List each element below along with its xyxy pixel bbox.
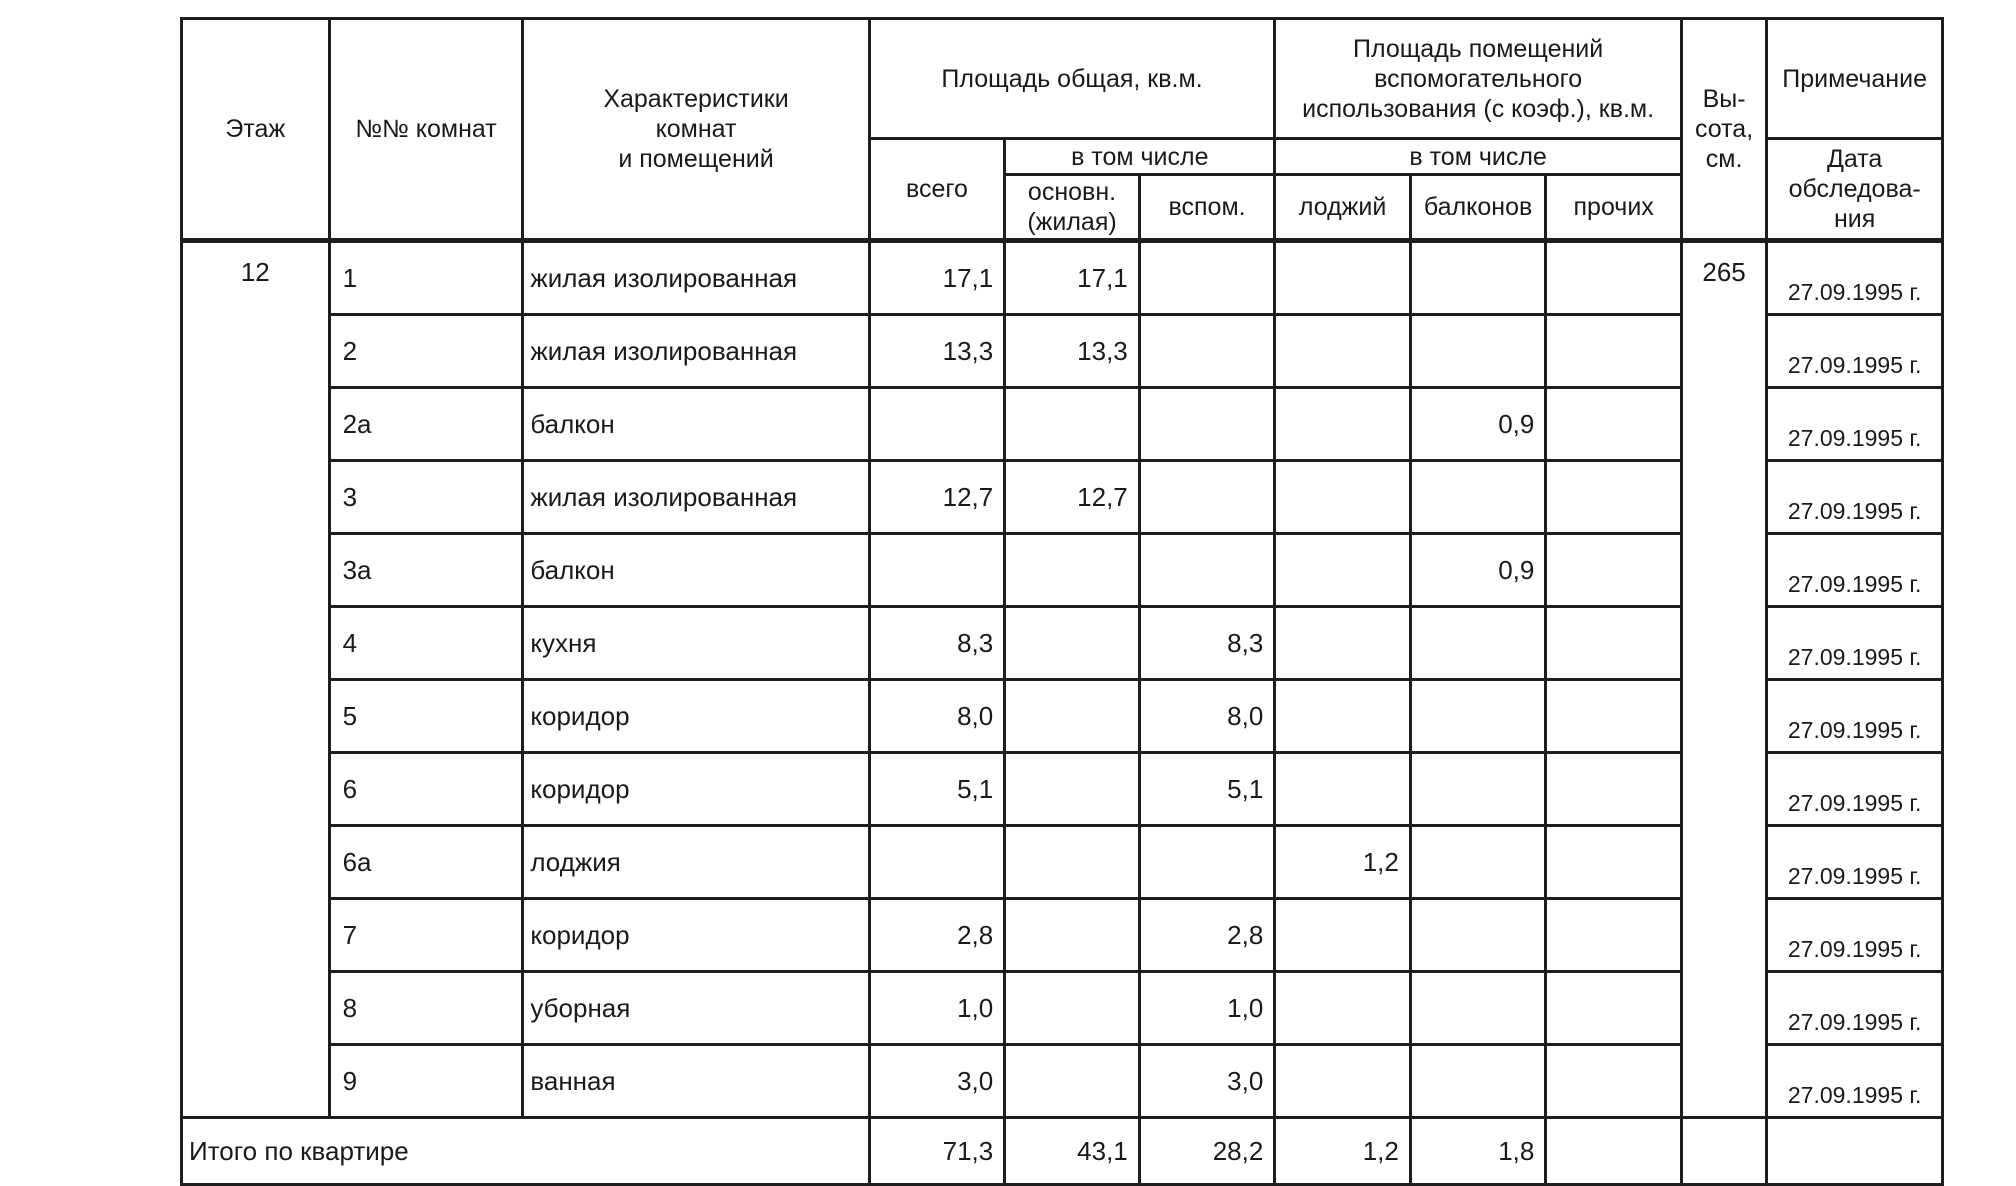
survey-date-cell: 27.09.1995 г. xyxy=(1767,461,1943,534)
survey-date-cell: 27.09.1995 г. xyxy=(1767,972,1943,1045)
totals-aux: 28,2 xyxy=(1139,1118,1275,1185)
table-row xyxy=(182,826,1943,899)
totals-date-empty xyxy=(1767,1118,1943,1185)
loggia-area-cell xyxy=(1275,607,1411,680)
apartment-area-table-sheet xyxy=(180,17,1944,1186)
note-header: Примечание xyxy=(1767,19,1943,139)
survey-date-cell: 27.09.1995 г. xyxy=(1767,680,1943,753)
main-living-header-line-2: (жилая) xyxy=(1027,208,1117,236)
totals-other xyxy=(1546,1118,1682,1185)
room-number-cell: 3 xyxy=(329,461,523,534)
table-row xyxy=(182,315,1943,388)
main-area-cell xyxy=(1005,680,1140,753)
balcony-area-cell xyxy=(1410,461,1546,534)
other-area-cell xyxy=(1546,315,1682,388)
survey-date-cell: 27.09.1995 г. xyxy=(1767,315,1943,388)
aux-area-header-line-2: вспомогательного xyxy=(1374,64,1583,93)
table-body xyxy=(182,241,1943,1118)
balcony-area-cell xyxy=(1410,315,1546,388)
totals-height-empty xyxy=(1681,1118,1766,1185)
room-number-cell: 6 xyxy=(329,753,523,826)
aux-area-cell xyxy=(1139,315,1275,388)
loggia-area-cell xyxy=(1275,753,1411,826)
table-row xyxy=(182,899,1943,972)
total-area-cell: 5,1 xyxy=(869,753,1005,826)
survey-date-cell: 27.09.1995 г. xyxy=(1767,534,1943,607)
height-header-line-2: сота, xyxy=(1695,115,1754,143)
room-number-cell: 7 xyxy=(329,899,523,972)
floor-header: Этаж xyxy=(182,19,330,241)
main-area-cell xyxy=(1005,753,1140,826)
main-area-cell xyxy=(1005,607,1140,680)
survey-date-cell: 27.09.1995 г. xyxy=(1767,899,1943,972)
height-header-line-3: см. xyxy=(1705,145,1743,173)
survey-date-header-line-2: обследова- xyxy=(1788,175,1921,203)
main-area-cell xyxy=(1005,388,1140,461)
survey-date-cell: 27.09.1995 г. xyxy=(1767,241,1943,315)
characteristics-header-line-2: комнат xyxy=(655,115,737,143)
main-area-cell xyxy=(1005,1045,1140,1118)
other-area-cell xyxy=(1546,753,1682,826)
loggia-area-cell xyxy=(1275,899,1411,972)
total-area-cell: 8,3 xyxy=(869,607,1005,680)
room-description-cell: жилая изолированная xyxy=(523,241,869,315)
other-area-cell xyxy=(1546,899,1682,972)
room-number-cell: 3а xyxy=(329,534,523,607)
totals-total: 71,3 xyxy=(869,1118,1005,1185)
loggia-area-cell xyxy=(1275,315,1411,388)
main-area-cell: 13,3 xyxy=(1005,315,1140,388)
room-description-cell: коридор xyxy=(523,899,869,972)
loggias-header: лоджий xyxy=(1275,175,1411,241)
main-area-cell xyxy=(1005,826,1140,899)
room-number-cell: 1 xyxy=(329,241,523,315)
other-area-cell xyxy=(1546,972,1682,1045)
main-area-cell xyxy=(1005,972,1140,1045)
other-area-cell xyxy=(1546,241,1682,315)
room-number-cell: 2а xyxy=(329,388,523,461)
table-row xyxy=(182,1045,1943,1118)
table-row xyxy=(182,607,1943,680)
total-area-cell xyxy=(869,534,1005,607)
aux-area-cell: 3,0 xyxy=(1139,1045,1275,1118)
total-area-cell xyxy=(869,388,1005,461)
total-area-cell: 8,0 xyxy=(869,680,1005,753)
aux-area-cell: 2,8 xyxy=(1139,899,1275,972)
height-header xyxy=(1681,19,1766,241)
total-area-cell: 3,0 xyxy=(869,1045,1005,1118)
balcony-area-cell xyxy=(1410,1045,1546,1118)
apartment-area-table xyxy=(180,17,1944,1186)
characteristics-header-line-3: и помещений xyxy=(618,145,774,173)
room-description-cell: ванная xyxy=(523,1045,869,1118)
survey-date-cell: 27.09.1995 г. xyxy=(1767,607,1943,680)
room-description-cell: балкон xyxy=(523,534,869,607)
characteristics-header-line-1: Характеристики xyxy=(603,85,789,113)
aux-area-header-line-1: Площадь помещений xyxy=(1353,34,1604,63)
totals-loggia: 1,2 xyxy=(1275,1118,1411,1185)
other-area-cell xyxy=(1546,1045,1682,1118)
including-aux-header: в том числе xyxy=(1275,139,1682,175)
room-number-cell: 5 xyxy=(329,680,523,753)
aux-area-cell xyxy=(1139,241,1275,315)
main-living-header-line-1: основн. xyxy=(1027,178,1117,206)
loggia-area-cell xyxy=(1275,534,1411,607)
survey-date-cell: 27.09.1995 г. xyxy=(1767,753,1943,826)
main-living-header xyxy=(1005,175,1140,241)
balcony-area-cell xyxy=(1410,680,1546,753)
aux-area-cell xyxy=(1139,388,1275,461)
total-area-cell: 17,1 xyxy=(869,241,1005,315)
aux-area-cell: 8,0 xyxy=(1139,680,1275,753)
other-area-cell xyxy=(1546,388,1682,461)
room-number-cell: 6а xyxy=(329,826,523,899)
room-description-cell: кухня xyxy=(523,607,869,680)
loggia-area-cell xyxy=(1275,388,1411,461)
total-area-cell: 13,3 xyxy=(869,315,1005,388)
total-all-header: всего xyxy=(869,139,1005,241)
balcony-area-cell xyxy=(1410,241,1546,315)
table-row xyxy=(182,461,1943,534)
other-area-cell xyxy=(1546,680,1682,753)
total-area-cell xyxy=(869,826,1005,899)
room-description-cell: лоджия xyxy=(523,826,869,899)
other-area-cell xyxy=(1546,826,1682,899)
characteristics-header xyxy=(523,19,869,241)
others-header: прочих xyxy=(1546,175,1682,241)
floor-cell: 12 xyxy=(182,241,330,1118)
room-number-cell: 8 xyxy=(329,972,523,1045)
survey-date-cell: 27.09.1995 г. xyxy=(1767,388,1943,461)
totals-balcony: 1,8 xyxy=(1410,1118,1546,1185)
other-area-cell xyxy=(1546,607,1682,680)
totals-main: 43,1 xyxy=(1005,1118,1140,1185)
height-header-line-1: Вы- xyxy=(1702,85,1746,113)
main-area-cell: 12,7 xyxy=(1005,461,1140,534)
table-row xyxy=(182,388,1943,461)
table-row xyxy=(182,972,1943,1045)
survey-date-header xyxy=(1767,139,1943,241)
height-cell: 265 xyxy=(1681,241,1766,1118)
loggia-area-cell: 1,2 xyxy=(1275,826,1411,899)
loggia-area-cell xyxy=(1275,680,1411,753)
aux-area-cell: 1,0 xyxy=(1139,972,1275,1045)
aux-area-cell xyxy=(1139,826,1275,899)
balcony-area-cell xyxy=(1410,607,1546,680)
room-number-cell: 2 xyxy=(329,315,523,388)
balcony-area-cell xyxy=(1410,826,1546,899)
main-area-cell xyxy=(1005,534,1140,607)
totals-row xyxy=(182,1118,1943,1185)
survey-date-header-line-3: ния xyxy=(1833,205,1876,233)
survey-date-cell: 27.09.1995 г. xyxy=(1767,1045,1943,1118)
balcony-area-cell: 0,9 xyxy=(1410,388,1546,461)
room-description-cell: коридор xyxy=(523,753,869,826)
aux-area-cell: 5,1 xyxy=(1139,753,1275,826)
room-description-cell: коридор xyxy=(523,680,869,753)
room-description-cell: жилая изолированная xyxy=(523,461,869,534)
room-number-cell: 4 xyxy=(329,607,523,680)
auxiliary-header: вспом. xyxy=(1139,175,1275,241)
total-area-cell: 1,0 xyxy=(869,972,1005,1045)
main-area-cell: 17,1 xyxy=(1005,241,1140,315)
loggia-area-cell xyxy=(1275,1045,1411,1118)
balcony-area-cell xyxy=(1410,972,1546,1045)
other-area-cell xyxy=(1546,461,1682,534)
balconies-header: балконов xyxy=(1410,175,1546,241)
aux-area-cell xyxy=(1139,461,1275,534)
room-description-cell: балкон xyxy=(523,388,869,461)
balcony-area-cell xyxy=(1410,899,1546,972)
loggia-area-cell xyxy=(1275,461,1411,534)
aux-area-header xyxy=(1275,19,1682,139)
totals-label: Итого по квартире xyxy=(182,1118,870,1185)
table-row xyxy=(182,241,1943,315)
other-area-cell xyxy=(1546,534,1682,607)
room-number-cell: 9 xyxy=(329,1045,523,1118)
balcony-area-cell xyxy=(1410,753,1546,826)
room-description-cell: жилая изолированная xyxy=(523,315,869,388)
survey-date-header-line-1: Дата xyxy=(1826,145,1883,173)
room-number-header: №№ комнат xyxy=(329,19,523,241)
aux-area-cell: 8,3 xyxy=(1139,607,1275,680)
total-area-cell: 2,8 xyxy=(869,899,1005,972)
table-row xyxy=(182,680,1943,753)
loggia-area-cell xyxy=(1275,241,1411,315)
including-total-header: в том числе xyxy=(1005,139,1275,175)
room-description-cell: уборная xyxy=(523,972,869,1045)
table-row xyxy=(182,753,1943,826)
total-area-header: Площадь общая, кв.м. xyxy=(869,19,1275,139)
aux-area-header-line-3: использования (с коэф.), кв.м. xyxy=(1302,94,1655,123)
main-area-cell xyxy=(1005,899,1140,972)
balcony-area-cell: 0,9 xyxy=(1410,534,1546,607)
aux-area-cell xyxy=(1139,534,1275,607)
survey-date-cell: 27.09.1995 г. xyxy=(1767,826,1943,899)
total-area-cell: 12,7 xyxy=(869,461,1005,534)
table-row xyxy=(182,534,1943,607)
loggia-area-cell xyxy=(1275,972,1411,1045)
